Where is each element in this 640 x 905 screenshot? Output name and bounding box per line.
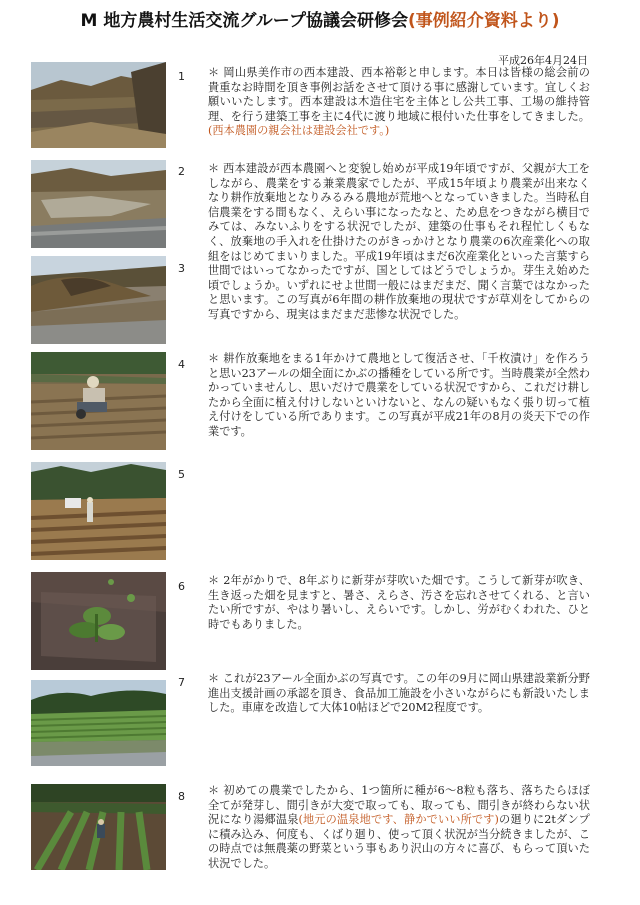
item-number-7: 7 — [178, 676, 185, 689]
item-number-6: 6 — [178, 580, 185, 593]
item-number-2: 2 — [178, 165, 185, 178]
item-number-5: 5 — [178, 468, 185, 481]
item-number-8: 8 — [178, 790, 185, 803]
photo-8 — [31, 784, 166, 870]
photo-7 — [31, 680, 166, 766]
title-main: M 地方農村生活交流グループ協議会研修会 — [80, 11, 408, 31]
paragraph-8-text-b: の廻りに2tダンプに積み込み、何度も、くばり廻り、使って頂く状況が当分続きましたが、この時点では無農薬の野菜という事もあり沢山の方々に喜び、もらって頂いた状況でした。 — [208, 813, 590, 870]
photo-6 — [31, 572, 166, 670]
photo-1 — [31, 62, 166, 148]
document-date: 平成26年4月24日 — [498, 54, 588, 67]
item-number-1: 1 — [178, 70, 185, 83]
paragraph-4: ＊ 耕作放棄地をまる1年かけて農地として復活させ、「千枚漬け」を作ろうと思い23アールの畑全面にかぶの播種をしている所です。当時農業が全然わかっていませんし、思いだけで農業をしている状況ですから、これだけ耕したから全面に植え付けしないといけないと、なんの疑いもなく張り切って植え付けをしている所であります。この写真が平成21年の8月の炎天下での作業です。 — [208, 352, 590, 438]
photo-3 — [31, 256, 166, 344]
paragraph-1 — [208, 66, 590, 139]
paragraph-8 — [208, 784, 590, 872]
title-highlight: (事例紹介資料より) — [407, 11, 560, 31]
item-number-3: 3 — [178, 262, 185, 275]
paragraph-1-text: ＊ 岡山県美作市の西本建設、西本裕彰と申します。本日は皆様の総会前の貴重なお時間を頂き事例お話をさせて頂ける事に感謝しています。宜しくお願いいたします。西本建設は木造住宅を主体とし公共工事、工場の維持管理、を行う建築工事を主に4代に渡り地域に根付いた仕事をしてきました。 — [208, 66, 590, 123]
paragraph-2: ＊ 西本建設が西本農園へと変貌し始めが平成19年頃ですが、父親が大工をしながら、農業をする兼業農家でしたが、平成15年頃より農業が出来なくなり耕作放棄地となりみるみる農地が荒地へとなっていきました。当時私自信農業をする間もなく、えらい事になったなと、ため息をつきながら横目でみては、みないふりをする状況でしたが、建築の仕事もそれ程忙しくもなく、放棄地の手入れを仕掛けたのがきっかけとなり農業の6次産業化への取組をはじめてまいりました。平成19年頃はまだ6次産業化といった言葉すら世間ではいってなかったですが、国としてはどうでしょうか。芽生え始めた頃でしょうか。いずれにせよ世間一般にはまだまだ、聞く言葉ではなかったと思います。この写真が6年間の耕作放棄地の現状ですが草刈をしてからの写真ですから、現実はまだまだ悲惨な状況でした。 — [208, 162, 590, 321]
photo-5 — [31, 462, 166, 560]
paragraph-7: ＊ これが23アール全面かぶの写真です。この年の9月に岡山県建設業新分野進出支援計画の承認を頂き、食品加工施設を小さいながらにも新設いたしました。車庫を改造して大体10帖ほどで20M2程度です。 — [208, 672, 590, 715]
paragraph-8-text-a: ＊ 初めての農業でしたから、1つ箇所に種が6〜8粒も落ち、落ちたらほぼ全てが発芽し、間引きが大変で取っても、取っても、間引きが終わらない状況になり湯郷温泉 — [208, 784, 590, 827]
paragraph-8-note: (地元の温泉地です、静かでいい所です) — [298, 813, 499, 827]
photo-2 — [31, 160, 166, 248]
item-number-4: 4 — [178, 358, 185, 371]
photo-4 — [31, 352, 166, 450]
paragraph-6: ＊ 2年がかりで、8年ぶりに新芽が芽吹いた畑です。こうして新芽が吹き、生き返った畑を見ますと、暑さ、えらさ、汚さを忘れさせてくれる、と言いたい所ですが、やはり暑いし、えらいです。しかし、労がむくわれた、ひと時でもありました。 — [208, 574, 590, 631]
document-title — [0, 6, 640, 31]
paragraph-1-note: (西本農園の親会社は建設会社です。) — [208, 124, 390, 138]
